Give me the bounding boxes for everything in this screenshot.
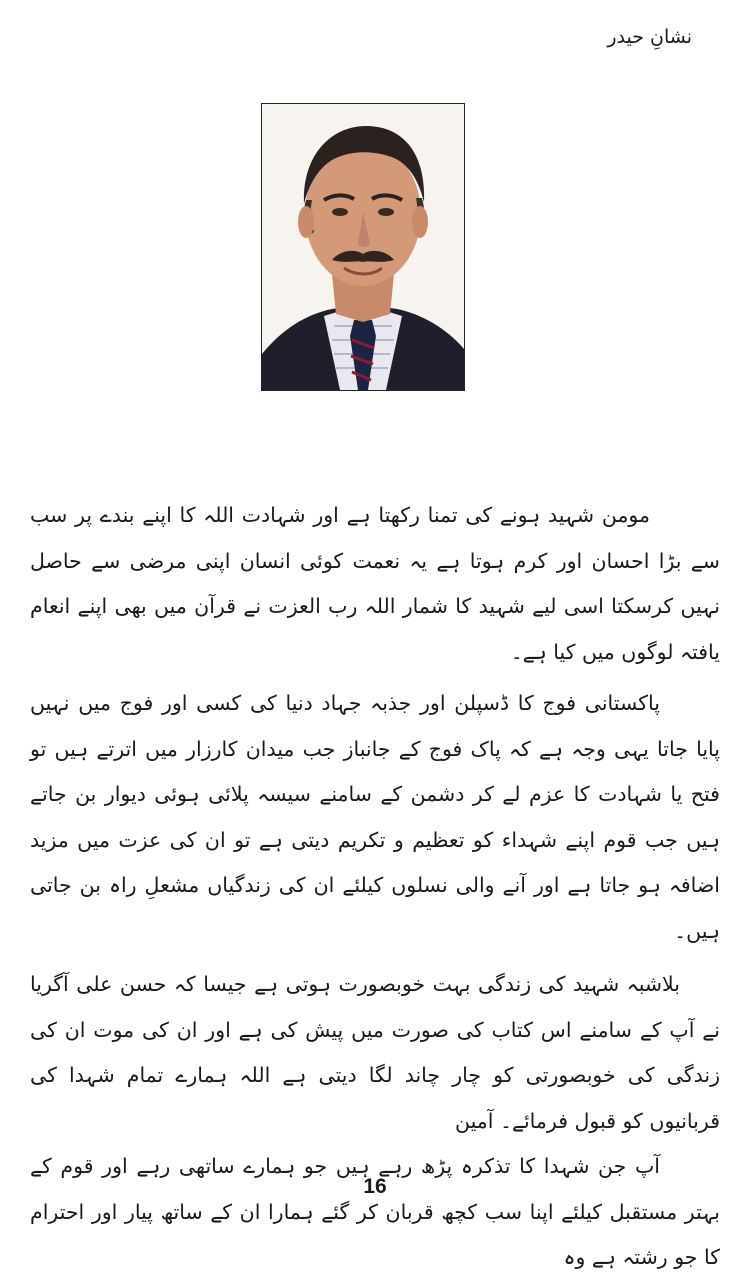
page-number: 16 <box>363 1175 387 1198</box>
paragraph: بلاشبہ شہید کی زندگی بہت خوبصورت ہوتی ہے جیسا کہ حسن علی آگریا نے آپ کے سامنے اس کتاب کی صورت میں پیش کی ہے اور ان کی موت ان کی زندگی کی خوبصورتی کو چار چاند لگا دیتی ہے اللہ ہمارے تمام شہدا کی قربانیوں کو قبول فرمائے۔ آمین <box>30 972 720 1133</box>
body-text <box>30 493 720 1281</box>
paragraph: آپ جن شہدا کا تذکرہ پڑھ رہے ہیں جو ہمارے ساتھی رہے اور قوم کے بہتر مستقبل کیلئے اپنا سب کچھ قربان کر گئے ہمارا ان کے ساتھ پیار اور احترام کا جو رشتہ ہے وہ <box>30 1154 720 1269</box>
running-header: نشانِ حیدر <box>607 26 692 48</box>
paragraph: پاکستانی فوج کا ڈسپلن اور جذبہ جہاد دنیا کی کسی اور فوج میں نہیں پایا جاتا یہی وجہ ہے کہ پاک فوج کے جانباز جب میدان کارزار میں اترتے ہیں تو فتح یا شہادت کا عزم لے کر دشمن کے سامنے سیسہ پلائی ہوئی دیوار بن جاتے ہیں جب قوم اپنے شہداء کو تعظیم و تکریم دیتی ہے تو ان کی عزت میں مزید اضافہ ہو جاتا ہے اور آنے والی نسلوں کیلئے ان کی زندگیاں مشعلِ راہ بن جاتی ہیں۔ <box>30 691 720 943</box>
portrait-photo <box>261 103 465 391</box>
paragraph: مومن شہید ہونے کی تمنا رکھتا ہے اور شہادت اللہ کا اپنے بندے پر سب سے بڑا احسان اور کرم ہوتا ہے یہ نعمت کوئی انسان اپنی مرضی سے حاصل نہیں کرسکتا اسی لیے شہید کا شمار اللہ رب العزت نے قرآن میں بھی اپنے انعام یافتہ لوگوں میں کیا ہے۔ <box>30 503 720 664</box>
